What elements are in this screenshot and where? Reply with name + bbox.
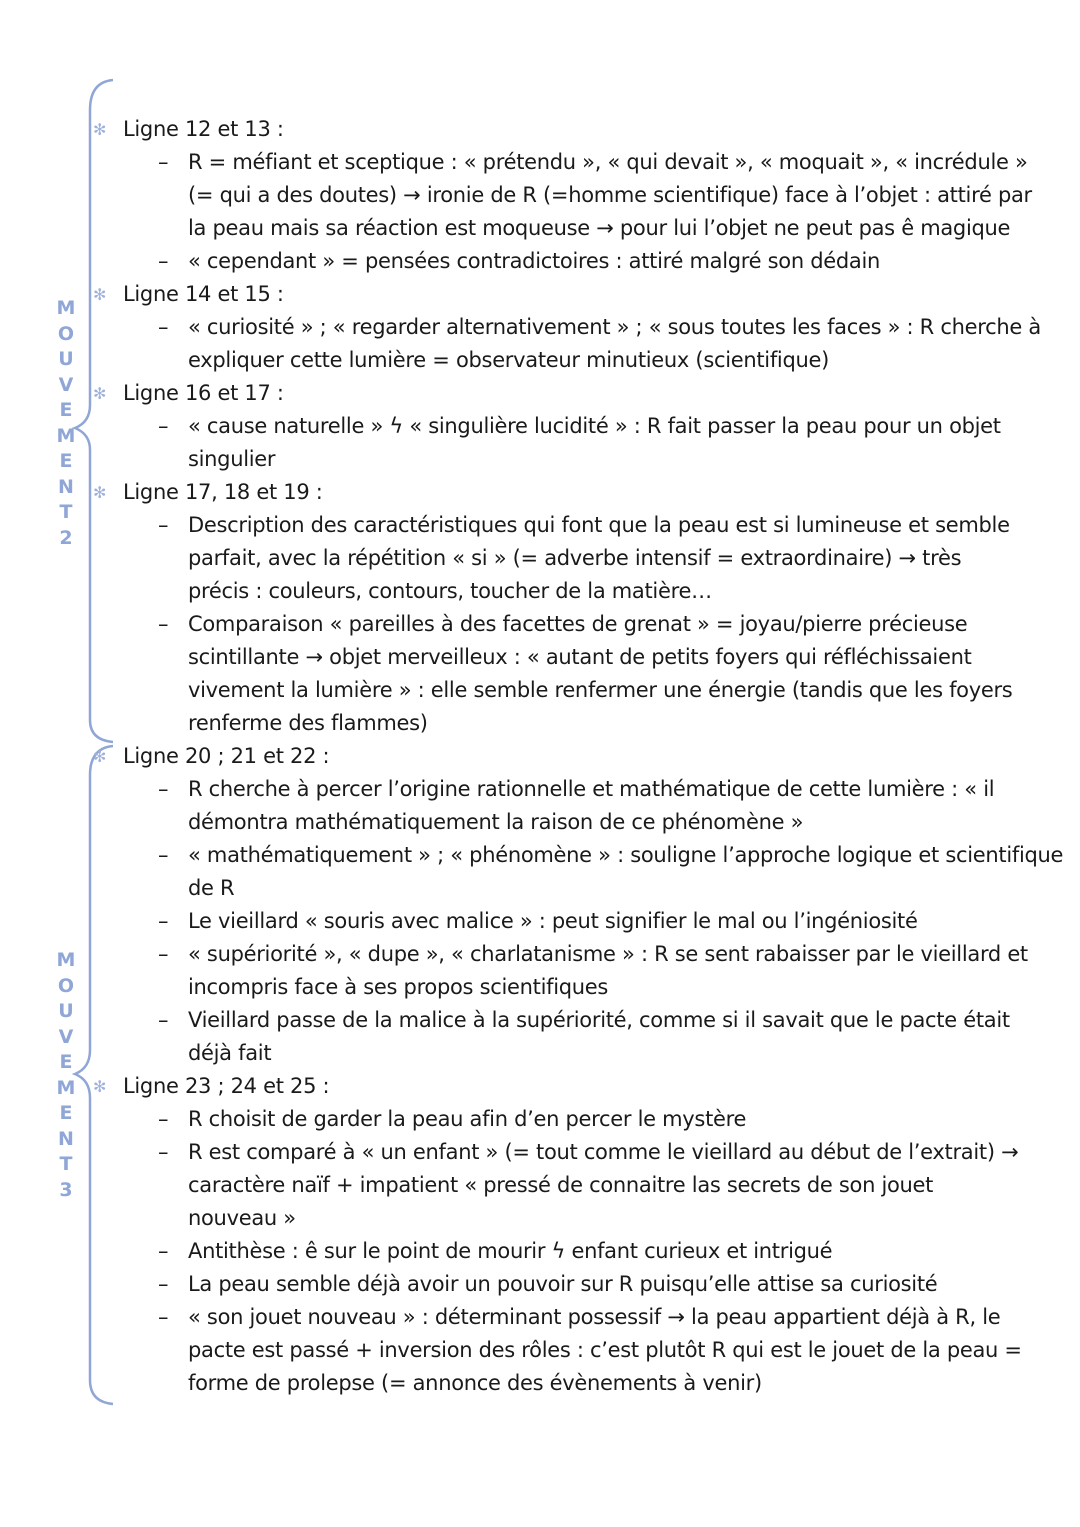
list-item-text: « curiosité » ; « regarder alternativement » ; « sous toutes les faces » : R cherche à bbox=[188, 315, 1041, 339]
list-item-text: expliquer cette lumière = observateur minutieux (scientifique) bbox=[188, 348, 830, 372]
list-item-text: singulier bbox=[188, 447, 276, 471]
list-item-line bbox=[0, 1367, 1080, 1400]
asterisk-bullet-icon: ✻ bbox=[93, 747, 107, 766]
section-heading bbox=[0, 740, 1080, 773]
list-item-line bbox=[0, 1136, 1080, 1169]
list-item-line bbox=[0, 773, 1080, 806]
list-item-text: incompris face à ses propos scientifiques bbox=[188, 975, 609, 999]
list-item-text: vivement la lumière » : elle semble renfermer une énergie (tandis que les foyers bbox=[188, 678, 1013, 702]
dash-bullet-icon: – bbox=[158, 1140, 169, 1164]
list-item-text: précis : couleurs, contours, toucher de la matière… bbox=[188, 579, 712, 603]
asterisk-bullet-icon: ✻ bbox=[93, 285, 107, 304]
list-item-line bbox=[0, 938, 1080, 971]
movement-label-letter: U bbox=[58, 1000, 74, 1022]
section-heading-text: Ligne 23 ; 24 et 25 : bbox=[123, 1074, 330, 1098]
dash-bullet-icon: – bbox=[158, 1239, 169, 1263]
movement-label-letter: M bbox=[56, 424, 76, 447]
list-item-text: nouveau » bbox=[188, 1206, 296, 1230]
list-item-text: Antithèse : ê sur le point de mourir ϟ enfant curieux et intrigué bbox=[188, 1239, 833, 1263]
notes-body bbox=[0, 113, 1080, 1400]
list-item-line bbox=[0, 1334, 1080, 1367]
list-item-text: Comparaison « pareilles à des facettes de grenat » = joyau/pierre précieuse bbox=[188, 612, 968, 636]
list-item-text: « supériorité », « dupe », « charlatanisme » : R se sent rabaisser par le vieillard et bbox=[188, 942, 1028, 966]
dash-bullet-icon: – bbox=[158, 150, 169, 174]
list-item-line bbox=[0, 1268, 1080, 1301]
dash-bullet-icon: – bbox=[158, 414, 169, 438]
list-item-text: « mathématiquement » ; « phénomène » : souligne l’approche logique et scientifique bbox=[188, 843, 1064, 867]
list-item-line bbox=[0, 1103, 1080, 1136]
movement-label-letter: 2 bbox=[59, 526, 73, 549]
list-item-line bbox=[0, 1235, 1080, 1268]
section-heading-text: Ligne 17, 18 et 19 : bbox=[123, 480, 323, 504]
list-item-line bbox=[0, 1202, 1080, 1235]
movement-label-letter: E bbox=[59, 450, 73, 472]
section-heading bbox=[0, 1070, 1080, 1103]
dash-bullet-icon: – bbox=[158, 942, 169, 966]
list-item-text: (= qui a des doutes) → ironie de R (=homme scientifique) face à l’objet : attiré par bbox=[188, 183, 1032, 207]
section-heading-text: Ligne 16 et 17 : bbox=[123, 381, 284, 405]
movement-label-letter: U bbox=[58, 348, 74, 370]
list-item-line bbox=[0, 245, 1080, 278]
dash-bullet-icon: – bbox=[158, 909, 169, 933]
movement-label-letter: M bbox=[56, 1076, 76, 1099]
dash-bullet-icon: – bbox=[158, 1305, 169, 1329]
movement-label-letter: T bbox=[59, 1153, 73, 1175]
list-item-text: R choisit de garder la peau afin d’en percer le mystère bbox=[188, 1107, 747, 1131]
dash-bullet-icon: – bbox=[158, 1107, 169, 1131]
list-item-text: forme de prolepse (= annonce des évènements à venir) bbox=[188, 1371, 762, 1395]
list-item-text: pacte est passé + inversion des rôles : c’est plutôt R qui est le jouet de la peau = bbox=[188, 1338, 1022, 1362]
list-item-text: la peau mais sa réaction est moqueuse → pour lui l’objet ne peut pas ê magique bbox=[188, 216, 1011, 240]
list-item-line bbox=[0, 839, 1080, 872]
list-item-line bbox=[0, 1004, 1080, 1037]
list-item-line bbox=[0, 542, 1080, 575]
dash-bullet-icon: – bbox=[158, 777, 169, 801]
section-heading bbox=[0, 377, 1080, 410]
list-item-line bbox=[0, 971, 1080, 1004]
list-item-text: R cherche à percer l’origine rationnelle et mathématique de cette lumière : « il bbox=[188, 777, 995, 801]
list-item-text: caractère naïf + impatient « pressé de connaitre las secrets de son jouet bbox=[188, 1173, 934, 1197]
list-item-text: scintillante → objet merveilleux : « autant de petits foyers qui réfléchissaient bbox=[188, 645, 972, 669]
movement-label-letter: T bbox=[59, 501, 73, 523]
list-item-text: démontra mathématiquement la raison de ce phénomène » bbox=[188, 810, 804, 834]
dash-bullet-icon: – bbox=[158, 249, 169, 273]
list-item-line bbox=[0, 608, 1080, 641]
list-item-text: de R bbox=[188, 876, 235, 900]
movement-label-letter: M bbox=[56, 949, 76, 971]
list-item-text: R est comparé à « un enfant » (= tout comme le vieillard au début de l’extrait) → bbox=[188, 1140, 1019, 1164]
list-item-text: déjà fait bbox=[188, 1041, 272, 1065]
movement-label-letter: E bbox=[59, 399, 73, 421]
list-item-line bbox=[0, 1169, 1080, 1202]
movement-label-letter: E bbox=[59, 1102, 73, 1124]
list-item-text: Le vieillard « souris avec malice » : peut signifier le mal ou l’ingéniosité bbox=[188, 909, 918, 933]
asterisk-bullet-icon: ✻ bbox=[93, 120, 107, 139]
section-heading-text: Ligne 14 et 15 : bbox=[123, 282, 284, 306]
list-item-line bbox=[0, 575, 1080, 608]
list-item-text: renferme des flammes) bbox=[188, 711, 428, 735]
list-item-line bbox=[0, 905, 1080, 938]
list-item-line bbox=[0, 311, 1080, 344]
list-item-text: « son jouet nouveau » : déterminant possessif → la peau appartient déjà à R, le bbox=[188, 1305, 1001, 1329]
asterisk-bullet-icon: ✻ bbox=[93, 384, 107, 403]
list-item-line bbox=[0, 707, 1080, 740]
dash-bullet-icon: – bbox=[158, 1008, 169, 1032]
movement-label-letter: V bbox=[58, 373, 74, 396]
list-item-line bbox=[0, 806, 1080, 839]
dash-bullet-icon: – bbox=[158, 843, 169, 867]
movement-label-letter: M bbox=[56, 297, 76, 319]
movement-label-letter: O bbox=[57, 322, 75, 345]
movement-label-letter: 3 bbox=[59, 1178, 73, 1201]
movement-label-letter: N bbox=[58, 1127, 74, 1150]
list-item-text: « cause naturelle » ϟ « singulière lucidité » : R fait passer la peau pour un objet bbox=[188, 414, 1001, 438]
list-item-line bbox=[0, 641, 1080, 674]
list-item-line bbox=[0, 509, 1080, 542]
section-heading-text: Ligne 20 ; 21 et 22 : bbox=[123, 744, 330, 768]
list-item-line bbox=[0, 1037, 1080, 1070]
list-item-line bbox=[0, 344, 1080, 377]
movement-label-letter: O bbox=[57, 974, 75, 997]
list-item-line bbox=[0, 179, 1080, 212]
section-heading bbox=[0, 476, 1080, 509]
dash-bullet-icon: – bbox=[158, 1272, 169, 1296]
list-item-line bbox=[0, 443, 1080, 476]
movement-label-letter: E bbox=[59, 1051, 73, 1073]
list-item-text: Vieillard passe de la malice à la supériorité, comme si il savait que le pacte était bbox=[188, 1008, 1010, 1032]
asterisk-bullet-icon: ✻ bbox=[93, 1077, 107, 1096]
list-item-line bbox=[0, 410, 1080, 443]
list-item-text: La peau semble déjà avoir un pouvoir sur R puisqu’elle attise sa curiosité bbox=[188, 1272, 938, 1296]
dash-bullet-icon: – bbox=[158, 513, 169, 537]
list-item-line bbox=[0, 872, 1080, 905]
movement-label-letter: V bbox=[58, 1025, 74, 1048]
list-item-line bbox=[0, 1301, 1080, 1334]
dash-bullet-icon: – bbox=[158, 315, 169, 339]
movement-label-letter: N bbox=[58, 475, 74, 498]
section-heading-text: Ligne 12 et 13 : bbox=[123, 117, 284, 141]
list-item-text: Description des caractéristiques qui font que la peau est si lumineuse et semble bbox=[188, 513, 1010, 537]
asterisk-bullet-icon: ✻ bbox=[93, 483, 107, 502]
list-item-line bbox=[0, 674, 1080, 707]
list-item-text: parfait, avec la répétition « si » (= adverbe intensif = extraordinaire) → très bbox=[188, 546, 962, 570]
list-item-line bbox=[0, 146, 1080, 179]
section-heading bbox=[0, 113, 1080, 146]
dash-bullet-icon: – bbox=[158, 612, 169, 636]
list-item-line bbox=[0, 212, 1080, 245]
section-heading bbox=[0, 278, 1080, 311]
list-item-text: « cependant » = pensées contradictoires : attiré malgré son dédain bbox=[188, 249, 881, 273]
list-item-text: R = méfiant et sceptique : « prétendu », « qui devait », « moquait », « incrédule » bbox=[188, 150, 1028, 174]
